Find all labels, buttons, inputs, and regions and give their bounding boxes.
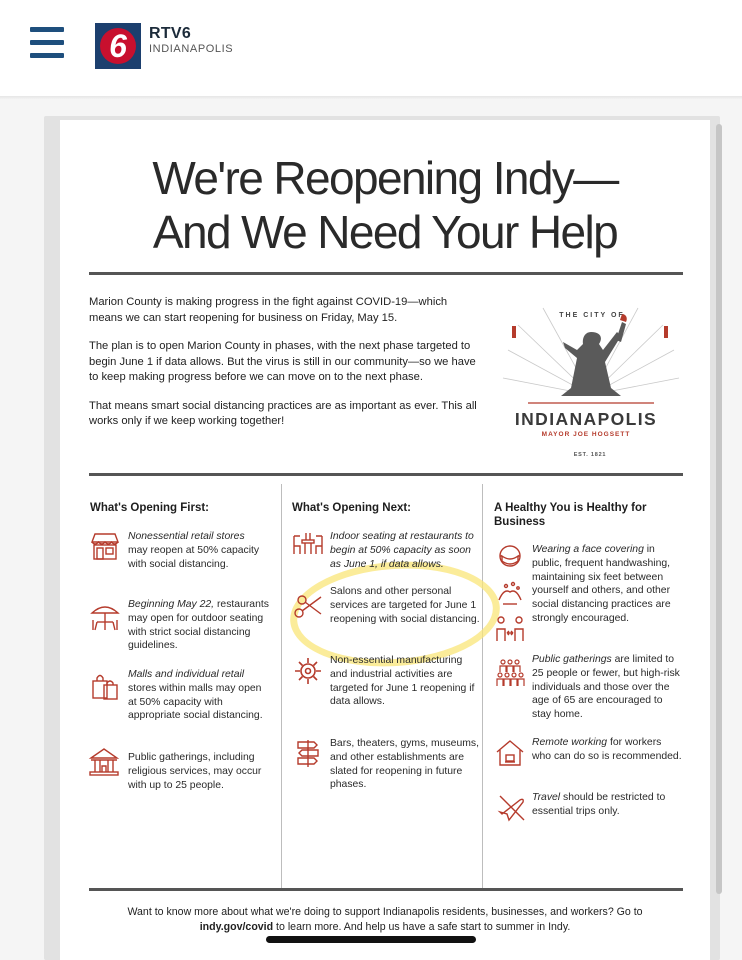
covid-info-link[interactable]: indy.gov/covid: [199, 921, 274, 933]
intro-paragraph: That means smart social distancing practices are as important as ever. This all works only if we keep working together!: [89, 399, 477, 427]
seal-established: EST. 1821: [573, 452, 607, 458]
city-seal-icon: [498, 300, 684, 470]
column-heading-opening-first: What's Opening First:: [90, 502, 210, 514]
list-item: Travel should be restricted to essential trips only.: [532, 792, 666, 817]
list-item: Public gatherings, including religious services, may occur with up to 25 people.: [128, 752, 262, 791]
intro-text: [89, 295, 481, 443]
column-heading-healthy: A Healthy You is Healthy for Business: [494, 502, 647, 528]
list-item: Wearing a face covering in public, frequent handwashing, maintaining six feet between yourself and others, and other social distancing practices are strongly encouraged.: [532, 544, 671, 624]
channel-six-logo-icon: [95, 23, 141, 69]
footer-text: to learn more. And help us have a safe start to summer in Indy.: [273, 921, 571, 933]
house-icon: [494, 737, 526, 769]
face-mask-icon: [494, 542, 526, 574]
section-divider: [89, 473, 683, 476]
shopping-bags-icon: [89, 670, 121, 702]
list-item: Beginning May 22, restaurants may open for outdoor seating with strict social distancing guidelines.: [128, 599, 269, 652]
seal-arc-text: THE CITY OF: [559, 312, 625, 319]
list-item: Remote working for workers who can do so is recommended.: [532, 737, 682, 762]
column-divider: [281, 484, 282, 888]
gear-icon: [292, 655, 324, 687]
station-logo[interactable]: [95, 23, 141, 69]
footer-text: Want to know more about what we're doing to support Indianapolis residents, businesses, and workers? Go to: [127, 906, 643, 918]
dining-table-icon: [292, 528, 324, 560]
flyer-footer: [70, 905, 700, 935]
app-header: [0, 0, 742, 98]
brand[interactable]: [149, 26, 233, 56]
patio-umbrella-icon: [89, 601, 121, 633]
list-item: Salons and other personal services are targeted for June 1 reopening with social distancing.: [330, 586, 480, 625]
title-divider: [89, 272, 683, 275]
list-item: Nonessential retail stores may reopen at 50% capacity with social distancing.: [128, 531, 260, 570]
list-item: Non-essential manufacturing and industrial activities are targeted for June 1 reopening if data allows.: [330, 655, 475, 708]
column-heading-opening-next: What's Opening Next:: [292, 502, 412, 514]
footer-divider: [89, 888, 683, 891]
no-travel-icon: [496, 792, 528, 824]
signpost-icon: [292, 737, 324, 769]
flyer-title-line1: We're Reopening Indy—: [152, 152, 618, 204]
seal-mayor: MAYOR JOE HOGSETT: [541, 431, 631, 438]
storefront-icon: [89, 530, 121, 562]
list-item: Malls and individual retail stores within malls may open at 50% capacity with appropriate social distancing.: [128, 669, 263, 722]
list-item: Bars, theaters, gyms, museums, and other establishments are slated for reopening in future phases.: [330, 738, 479, 791]
intro-paragraph: The plan is to open Marion County in phases, with the next phase targeted to begin June 1 if data allows. But the virus is still in our community—so we have to keep making progress before we can move on to the next phase.: [89, 340, 476, 383]
intro-paragraph: Marion County is making progress in the fight against COVID-19—which means we can start reopening for business on Friday, May 15.: [89, 296, 448, 324]
brand-name: RTV6: [149, 25, 192, 42]
seal-city-name: INDIANAPOLIS: [514, 409, 658, 429]
church-building-icon: [88, 746, 120, 778]
scissors-icon: [292, 590, 324, 622]
menu-icon[interactable]: [30, 27, 64, 59]
flyer-title-line2: And We Need Your Help: [152, 206, 618, 258]
handwashing-icon: [494, 578, 526, 610]
list-item: Public gatherings are limited to 25 people or fewer, but high-risk individuals and those over the age of 65 are encouraged to stay home.: [532, 654, 680, 721]
brand-city: INDIANAPOLIS: [149, 43, 234, 55]
list-item: Indoor seating at restaurants to begin at 50% capacity as soon as June 1, if data allows.: [330, 531, 474, 570]
svg-text:6: 6: [109, 28, 127, 64]
home-indicator[interactable]: [266, 936, 476, 943]
crowd-icon: [494, 656, 526, 688]
column-divider: [482, 484, 483, 888]
social-distance-icon: [494, 613, 526, 645]
scrollbar[interactable]: [716, 124, 722, 894]
